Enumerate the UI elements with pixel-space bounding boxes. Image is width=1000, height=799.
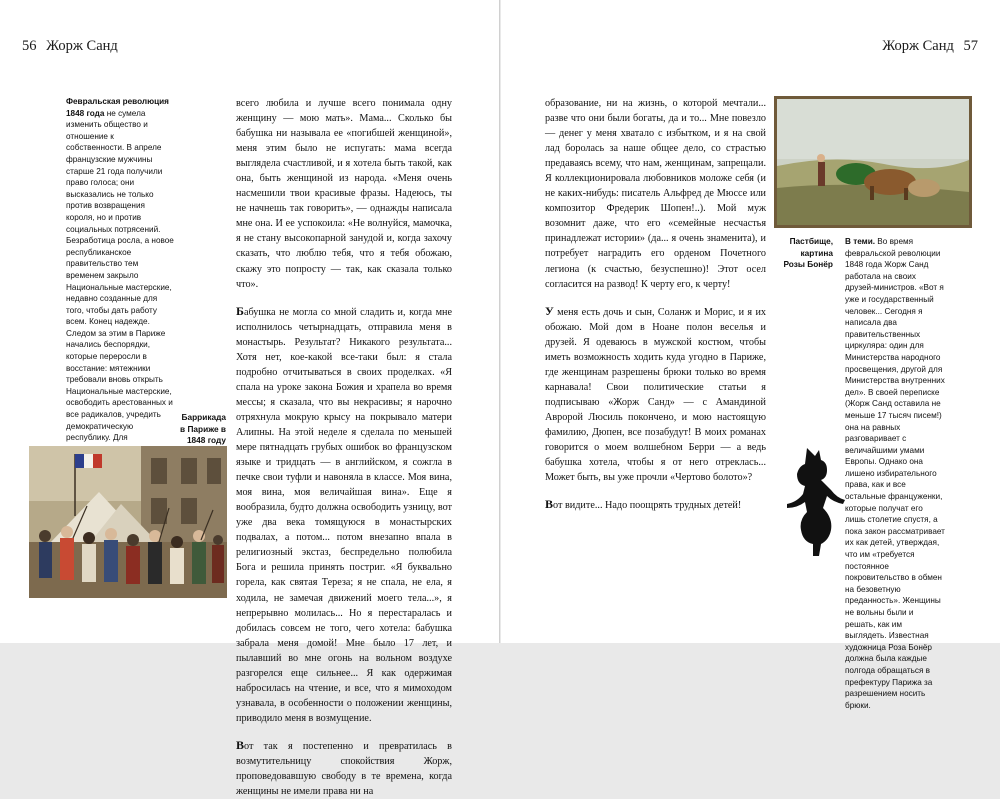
sidebar-note: [845, 236, 945, 711]
body-column-1: [236, 96, 452, 799]
drop-cap: У: [545, 303, 554, 318]
right-running-head: [882, 38, 978, 55]
paragraph: У меня есть дочь и сын, Соланж и Морис, и я их обожаю. Мой дом в Ноане полон веселья и друзей. Я одеваюсь в мужской костюм, чтобы иметь возможность ходить куда угодно в Париже, где женщинам разрешены брюки только во время карнавала! Свои политические статьи я подписываю «Жорж Санд» — с Амандиной Авророй Люсиль покончено, и мою настоящую фамилию, Дюпен, все позабудут! В моих романах говорится о моем волшебном Берри — а ведь бабушка хотела, чтобы я от него отреклась... Может быть, вы уже прочли «Чертово болото»?: [545, 303, 766, 484]
running-head-title: Жорж Санд: [46, 38, 118, 54]
barricade-painting-image: [29, 446, 227, 598]
left-page: [0, 0, 500, 798]
pasture-painting: [774, 96, 972, 228]
paragraph: Вот так я постепенно и превратилась в возмутительницу спокойствия Жорж, проповедовавшую свободу в те времена, когда женщины не имели права ни на: [236, 737, 452, 798]
drop-cap: В: [236, 737, 245, 752]
drop-cap: В: [545, 497, 554, 512]
body-column-2: [545, 96, 766, 513]
left-running-head: [22, 38, 118, 55]
dancing-figure-silhouette: [785, 446, 853, 552]
page-number: 56: [22, 38, 37, 54]
paragraph: образование, ни на жизнь, о которой мечтали... разве что они были богаты, да и то... Мне повезло — денег у меня хватало с избытком, и я на свой лад боролась за наше общее дело, со страстью предаваясь всему, что нам, женщинам, запрещали. Я коллекционировала любовников моложе себя (и не каких-нибудь: писатель Альфред де Мюссе или композитор Фредерик Шопен!..). Мой муж возомнит даже, что его «семейные несчастья принадлежат истории» (да... я очень знаменита), и потребует наградить его орденом Почетного легиона (к счастью, безуспешно)! Этот осел согласится на развод! К черту его, к черту!: [545, 98, 766, 290]
running-head-title: Жорж Санд: [882, 38, 954, 54]
paragraph: Вот видите... Надо поощрять трудных детей!: [545, 497, 742, 512]
sidebar-heading: Февральская революция 1848 года: [66, 97, 169, 118]
page-number: 57: [963, 38, 978, 54]
barricade-painting: [29, 446, 227, 598]
right-page: [501, 0, 1000, 710]
image-caption: Баррикада в Париже в 1848 году: [180, 412, 226, 445]
pasture-painting-image: [774, 96, 972, 228]
sidebar-heading: В теми.: [845, 237, 876, 246]
image-caption: Пастбище, картина Розы Бонёр: [783, 236, 833, 269]
paragraph: всего любила и лучше всего понимала одну женщину — мою мать». Мама... Сколько бы бабушка ни называла ее «погибшей женщиной», меня этим было не испугать: мама всегда выглядела счастливой, и я хотела быть такой, как она, быть женщиной из народа. «Меня очень насмешили твои красивые фразы. Надеюсь, ты не начнешь так говорить», — однажды написала мне она. И ее успокоила: «Не волнуйся, мамочка, я не стану высокопарной занудой и, когда захочу сказать, что люблю тебя, что я тебя обожаю, скажу это попросту — так, как сказала только что».: [236, 98, 452, 290]
drop-cap: Б: [236, 303, 244, 318]
sidebar-text: Во время февральской революции 1848 года Жорж Санд работала на своих друзей-министров. «Вот я уже и государственный человек... Сегодня я написала два правительственных циркуляра: один для Министерства народного просвещения, другой для Министерства внутренних дел». В своей переписке (Жорж Санд оставила не меньше 17 тысяч писем!) она на равных разговаривает с величайшими умами Европы. Однако она лишено избирательного права, как и все остальные француженки, которые получат его лишь столетие спустя, а пока закон рассматривает их как детей, утверждая, что им «требуется постоянное покровительство в обмен на безоветную преданность». Женщины не вольны были и решать, как им выглядеть. Известная художница Роза Бонёр должна была каждые полгода обращаться в префектуру Парижа за разрешением носить брюки.: [845, 237, 945, 710]
paragraph: Бабушка не могла со мной сладить и, когда мне исполнилось четырнадцать, отправила меня в монастырь. Результат? Никакого результата... Хотя нет, кое-какой все-таки был: я стала подробно отчитываться в своих проделках. «Я спала на уроке закона Божия и храпела во время мессы; я сказала, что вы некрасивы; я нарочно отряхнула мокрую крысу на покрывало матери Алипны. На этой неделе я сделала по меньшей мере пятнадцать грубых ошибок во французском языке и тридцать — в английском, я сожгла в печке свои туфли и навоняла в классе. Моя вина, моя вина, моя величайшая вина». Еще я вообразила, будто должна освободить узницу, вот уже два века томящуюся в монастырских подвалах, а потом... потом внезапно впала в религиозный экстаз, беспредельно полюбила Бога и решила принять постриг. «Я буквально горела, как святая Тереза; я не спала, не ела, я ходила, не замечая движений моего тела...», я непрерывно молилась... Но я перестаралась и добилась совсем не того, чего хотела: бабушка забрала меня домой! Мне было 17 лет, и пылавший во мне огонь на вольном воздухе разгорелся еще сильнее... Я как одержимая набросилась на чтение, и все, что я мимоходом узнавала, в особенности о положении женщины, приводило меня в возмущение.: [236, 303, 452, 724]
sidebar-text: не сумела изменить общество и отношение к собственности. В апреле французские мужчины старше 21 года получили право голоса; они высказались не только против возвращения короля, но и против социальных потрясений. Безработица росла, а новое республиканское правительство тем временем закрыло Национальные мастерские, недавно созданные для того, чтобы дать работу всем. Конец надежде. Следом за этим в Париже начались беспорядки, которые переросли в восстание: мятежники требовали вновь открыть Национальные мастерские, освободить арестованных и все радикалов, учредить демократическую республику. Для: [66, 108, 174, 443]
